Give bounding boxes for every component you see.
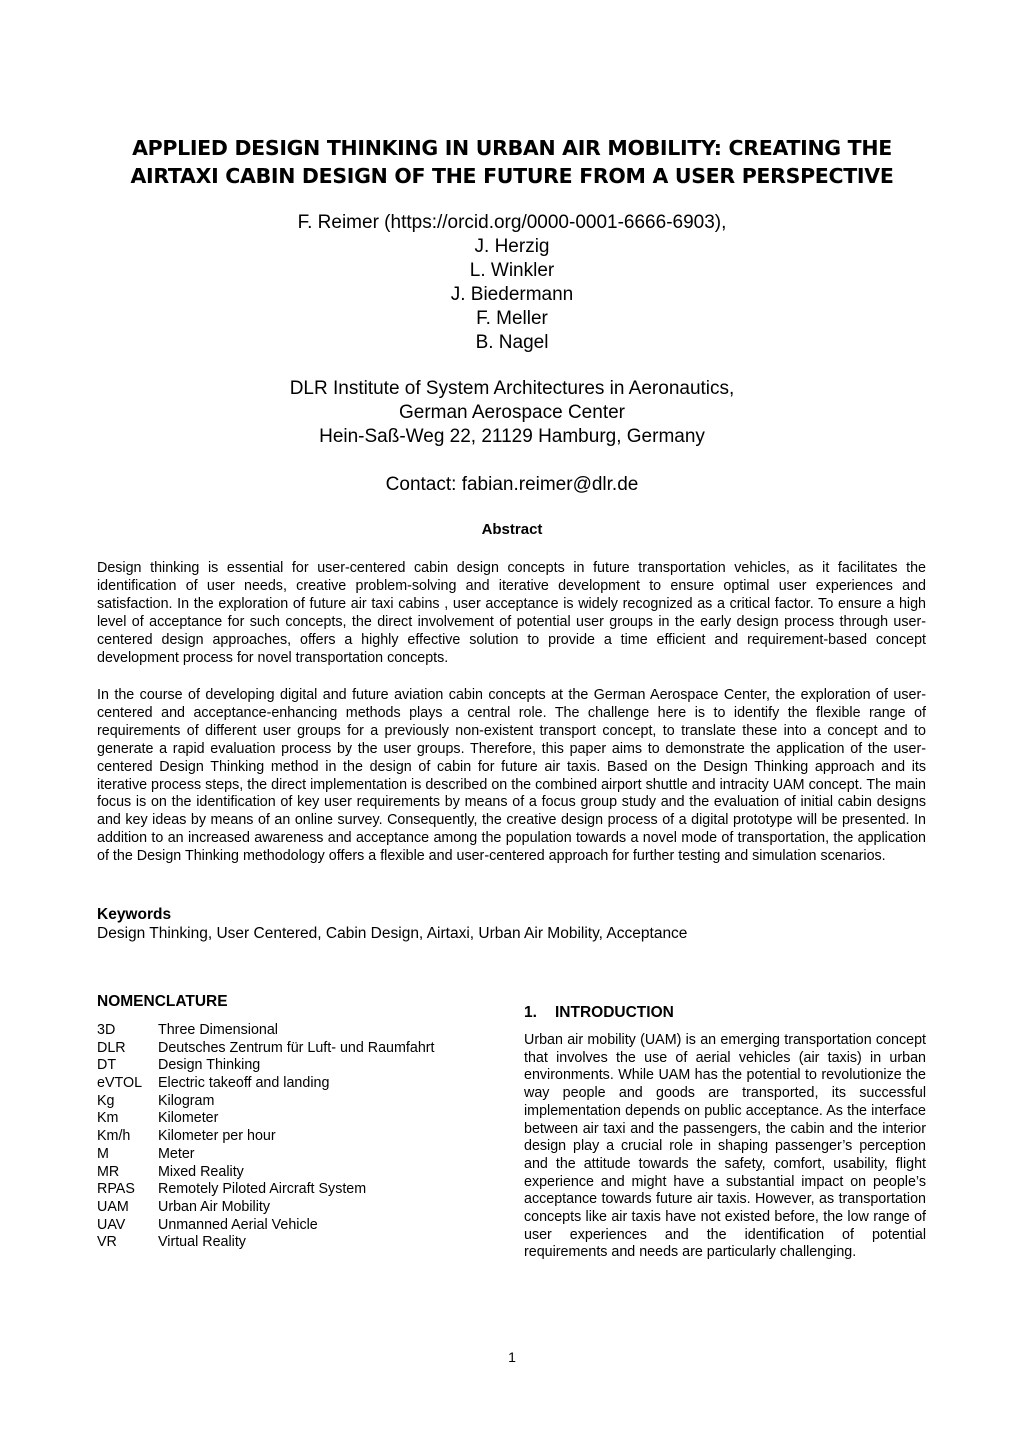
nomenclature-row [97,1217,477,1235]
author: J. Biedermann [450,284,574,305]
nomenclature-row [97,1093,477,1111]
nomenclature-row [97,1164,477,1182]
nomenclature-row [97,1128,477,1146]
abstract-heading: Abstract [481,521,543,538]
nomenclature-list [97,1022,477,1252]
nomenclature-abbr: RPAS [97,1181,135,1198]
nomenclature-row [97,1040,477,1058]
nomenclature-abbr: eVTOL [97,1075,143,1092]
nomenclature-row [97,1057,477,1075]
nomenclature-definition: Electric takeoff and landing [158,1075,330,1092]
nomenclature-definition: Virtual Reality [158,1234,246,1251]
section-number: 1. [524,1004,537,1021]
nomenclature-row [97,1075,477,1093]
affiliation [0,377,1024,449]
author-list [0,211,1024,355]
author: F. Meller [476,308,548,329]
author: J. Herzig [474,236,550,257]
page-number: 1 [508,1349,516,1365]
nomenclature-abbr: MR [97,1163,120,1180]
nomenclature-abbr: Kg [97,1092,115,1109]
nomenclature-definition: Kilometer [158,1110,219,1127]
keywords-heading: Keywords [97,906,172,923]
abstract-paragraph-1: Design thinking is essential for user-centered cabin design concepts in future transportation vehicles, as it facilitates the identification of user needs, creative problem-solving and iterative development to ensure optimal user experiences and satisfaction. In the exploration of future air taxi cabins , user acceptance is widely recognized as a critical factor. To ensure a high level of acceptance for such concepts, the direct involvement of potential user groups in the early design process through user-centered design approaches, offers a highly effective solution to provide a time efficient and requirement-based concept development process for novel transportation concepts. [97,560,926,666]
nomenclature-definition: Design Thinking [158,1057,261,1074]
nomenclature-definition: Urban Air Mobility [158,1198,271,1215]
nomenclature-row [97,1146,477,1164]
nomenclature-definition: Three Dimensional [158,1022,278,1038]
author: B. Nagel [475,332,549,353]
contact-email: Contact: fabian.reimer@dlr.de [385,474,639,495]
nomenclature-abbr: M [97,1145,109,1162]
nomenclature-definition: Deutsches Zentrum für Luft- und Raumfahrt [158,1039,435,1056]
keywords-text: Design Thinking, User Centered, Cabin Design, Airtaxi, Urban Air Mobility, Acceptance [97,925,688,942]
nomenclature-row [97,1110,477,1128]
nomenclature-abbr: UAM [97,1198,129,1215]
author: F. Reimer (https://orcid.org/0000-0001-6666-6903), [297,212,727,233]
nomenclature-definition: Mixed Reality [158,1163,244,1180]
section-title: INTRODUCTION [555,1004,674,1021]
nomenclature-abbr: DT [97,1057,117,1074]
nomenclature-definition: Meter [158,1145,195,1162]
title-line-1: APPLIED DESIGN THINKING IN URBAN AIR MOBILITY: CREATING THE [132,136,892,160]
introduction-paragraph: Urban air mobility (UAM) is an emerging transportation concept that involves the use of aerial vehicles (air taxis) in urban environments. While UAM has the potential to revolutionize the way people and goods are transported, its successful implementation depends on public acceptance. As the interface between air taxi and the passengers, the cabin and the interior design play a crucial role in shaping passenger’s perception and the attitude towards the safety, comfort, usability, flight experience and might have a substantial impact on people’s acceptance towards future air taxis. However, as transportation concepts like air taxis have not existed before, the low range of user experiences and the identification of potential requirements and needs are particularly challenging. [524,1032,926,1261]
nomenclature-abbr: 3D [97,1022,116,1038]
nomenclature-definition: Remotely Piloted Aircraft System [158,1181,367,1198]
nomenclature-definition: Kilogram [158,1092,215,1109]
nomenclature-heading: NOMENCLATURE [97,993,228,1010]
affiliation-line: Hein-Saß-Weg 22, 21129 Hamburg, Germany [319,426,705,447]
affiliation-line: German Aerospace Center [398,402,625,423]
nomenclature-definition: Unmanned Aerial Vehicle [158,1216,318,1233]
nomenclature-row [97,1199,477,1217]
author: L. Winkler [469,260,555,281]
paper-title [90,134,934,190]
affiliation-line: DLR Institute of System Architectures in Aeronautics, [289,378,735,399]
nomenclature-abbr: VR [97,1234,117,1251]
nomenclature-row [97,1022,477,1040]
nomenclature-abbr: UAV [97,1216,126,1233]
nomenclature-abbr: Km [97,1110,119,1127]
introduction-heading [524,1003,674,1023]
nomenclature-row [97,1181,477,1199]
nomenclature-definition: Kilometer per hour [158,1128,276,1145]
nomenclature-abbr: DLR [97,1039,126,1056]
abstract-paragraph-2: In the course of developing digital and future aviation cabin concepts at the German Aerospace Center, the exploration of user-centered and acceptance-enhancing methods plays a central role. The challenge here is to identify the flexible range of requirements of different user groups for a previously non-existent transport concept, to translate these into a concept and to generate a rapid evaluation process by the user groups. Therefore, this paper aims to demonstrate the application of the user-centered Design Thinking method in the design of cabin for future air taxis. Based on the Design Thinking approach and its iterative process steps, the direct implementation is described on the combined airport shuttle and intracity UAM concept. The main focus is on the identification of key user requirements by means of a focus group study and the evaluation of initial cabin designs and key ideas by means of an online survey. Consequently, the creative design process of a digital prototype will be presented. In addition to an increased awareness and acceptance among the population towards a novel mode of transportation, the application of the Design Thinking methodology offers a flexible and user-centered approach for further testing and simulation scenarios. [97,687,926,865]
nomenclature-row [97,1234,477,1252]
title-line-2: AIRTAXI CABIN DESIGN OF THE FUTURE FROM A USER PERSPECTIVE [130,164,894,188]
nomenclature-abbr: Km/h [97,1128,131,1145]
